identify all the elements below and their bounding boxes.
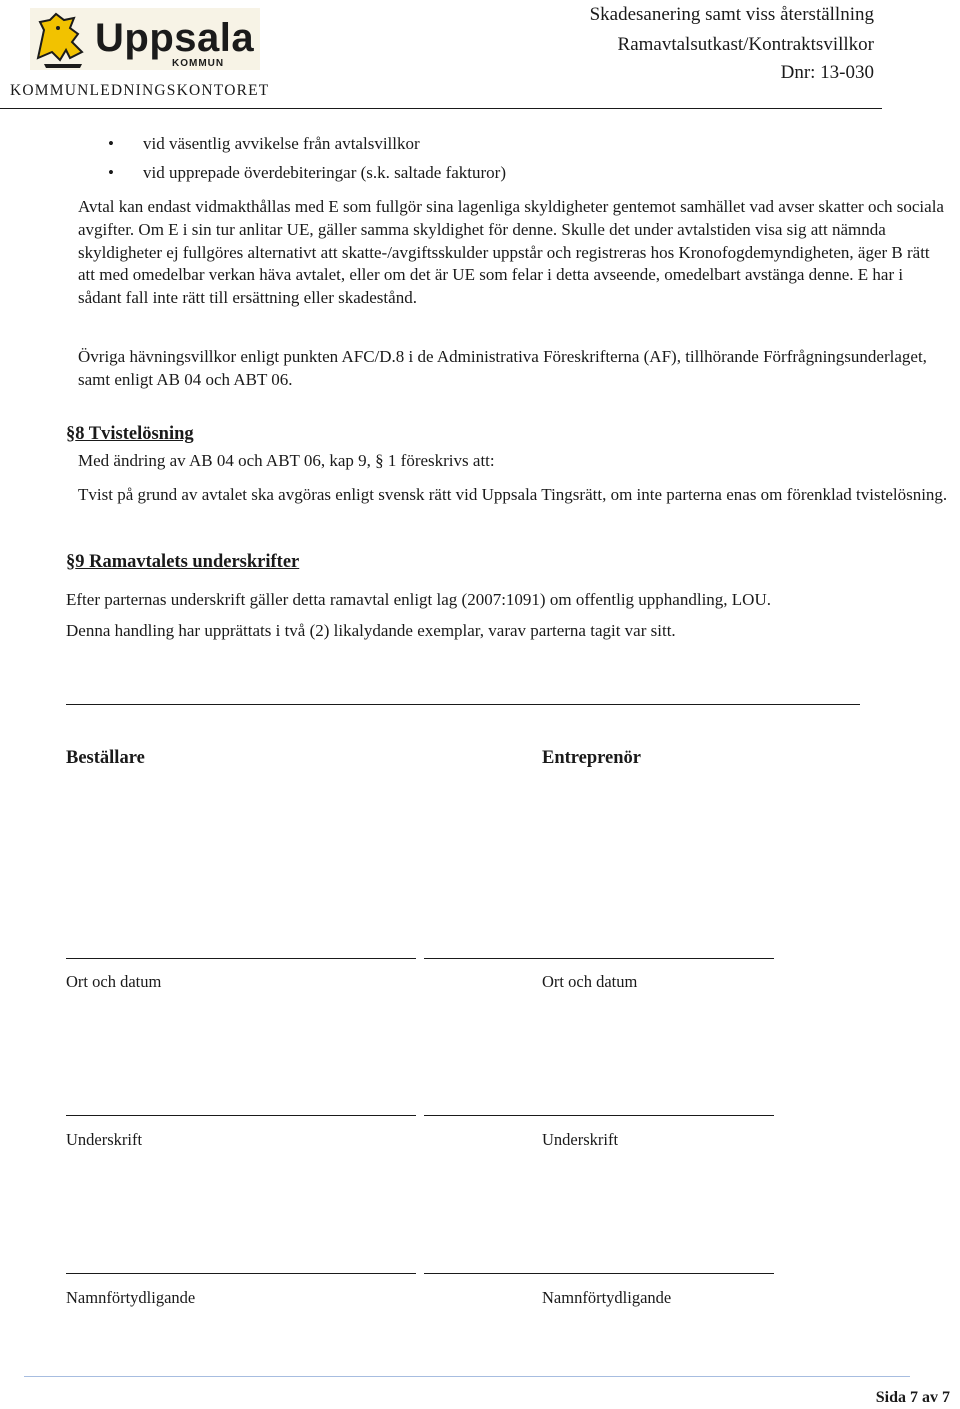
section-title: 9 Ramavtalets underskrifter — [75, 552, 300, 572]
logo-wordmark: Uppsala — [95, 16, 255, 60]
section-9-text-2: Denna handling har upprättats i två (2) likalydande exemplar, varav parterna tagit var sitt. — [66, 621, 676, 640]
document-title: Skadesanering samt viss återställning — [589, 4, 874, 25]
signature-line-left — [66, 1115, 416, 1116]
list-item: vid väsentlig avvikelse från avtalsvillkor — [143, 134, 420, 153]
section-9-text-1: Efter parternas underskrift gäller detta ramavtal enligt lag (2007:1091) om offentlig upphandling, LOU. — [66, 590, 771, 609]
logo-subtitle: KOMMUN — [172, 58, 225, 69]
party-label-client: Beställare — [66, 748, 145, 768]
place-date-label-right: Ort och datum — [542, 972, 638, 991]
name-line-left — [66, 1273, 416, 1274]
footer-divider — [24, 1376, 910, 1377]
section-sign: § — [66, 552, 76, 572]
separator-line — [66, 704, 860, 705]
section-8-intro: Med ändring av AB 04 och ABT 06, kap 9, § 1 föreskrivs att: — [78, 451, 495, 470]
document-subtitle: Ramavtalsutkast/Kontraktsvillkor — [617, 34, 874, 55]
section-title: 8 Tvistelösning — [75, 424, 194, 444]
name-label-right: Namnförtydligande — [542, 1288, 672, 1307]
header-divider — [0, 108, 882, 109]
signature-label-left: Underskrift — [66, 1130, 143, 1149]
signature-line-right — [424, 1115, 774, 1116]
paragraph-obligations: Avtal kan endast vidmakthållas med E som fullgör sina lagenliga skyldigheter gentemot samhället vad avser skatter och sociala avgifter. Om E i sin tur anlitar UE, gäller samma skyldighet för denne. Skulle det under avtalstiden visa sig att nämnda skyldigheter ej fullgöres alternativt att skatte-/avgiftsskulder uppstår och registreras hos Kronofogdemyndigheten, äger B rätt att med omedelbar verkan häva avtalet, eller om det är UE som felar i detta avseende, omedelbart avstänga denne. E har i sådant fall inte rätt till ersättning eller skadestånd. — [78, 197, 944, 308]
bullet-icon: • — [108, 163, 114, 182]
section-sign: § — [66, 424, 76, 444]
paragraph-termination: Övriga hävningsvillkor enligt punkten AFC/D.8 i de Administrativa Föreskrifterna (AF), tillhörande Förfrågningsunderlaget, samt enligt AB 04 och ABT 06. — [78, 347, 927, 389]
section-heading-9 — [66, 552, 299, 573]
name-label-left: Namnförtydligande — [66, 1288, 196, 1307]
place-date-line-right — [424, 958, 774, 959]
list-item: vid upprepade överdebiteringar (s.k. saltade fakturor) — [143, 163, 506, 182]
place-date-label-left: Ort och datum — [66, 972, 162, 991]
page-number: Sida 7 av 7 — [875, 1389, 950, 1406]
office-name: KOMMUNLEDNINGSKONTORET — [10, 82, 270, 99]
signature-label-right: Underskrift — [542, 1130, 619, 1149]
name-line-right — [424, 1273, 774, 1274]
place-date-line-left — [66, 958, 416, 959]
section-heading-8 — [66, 424, 194, 445]
document-number: Dnr: 13-030 — [780, 62, 874, 83]
party-label-contractor: Entreprenör — [542, 748, 642, 768]
section-8-text: Tvist på grund av avtalet ska avgöras enligt svensk rätt vid Uppsala Tingsrätt, om inte parterna enas om förenklad tvistelösning. — [78, 485, 948, 504]
bullet-icon: • — [108, 134, 114, 153]
